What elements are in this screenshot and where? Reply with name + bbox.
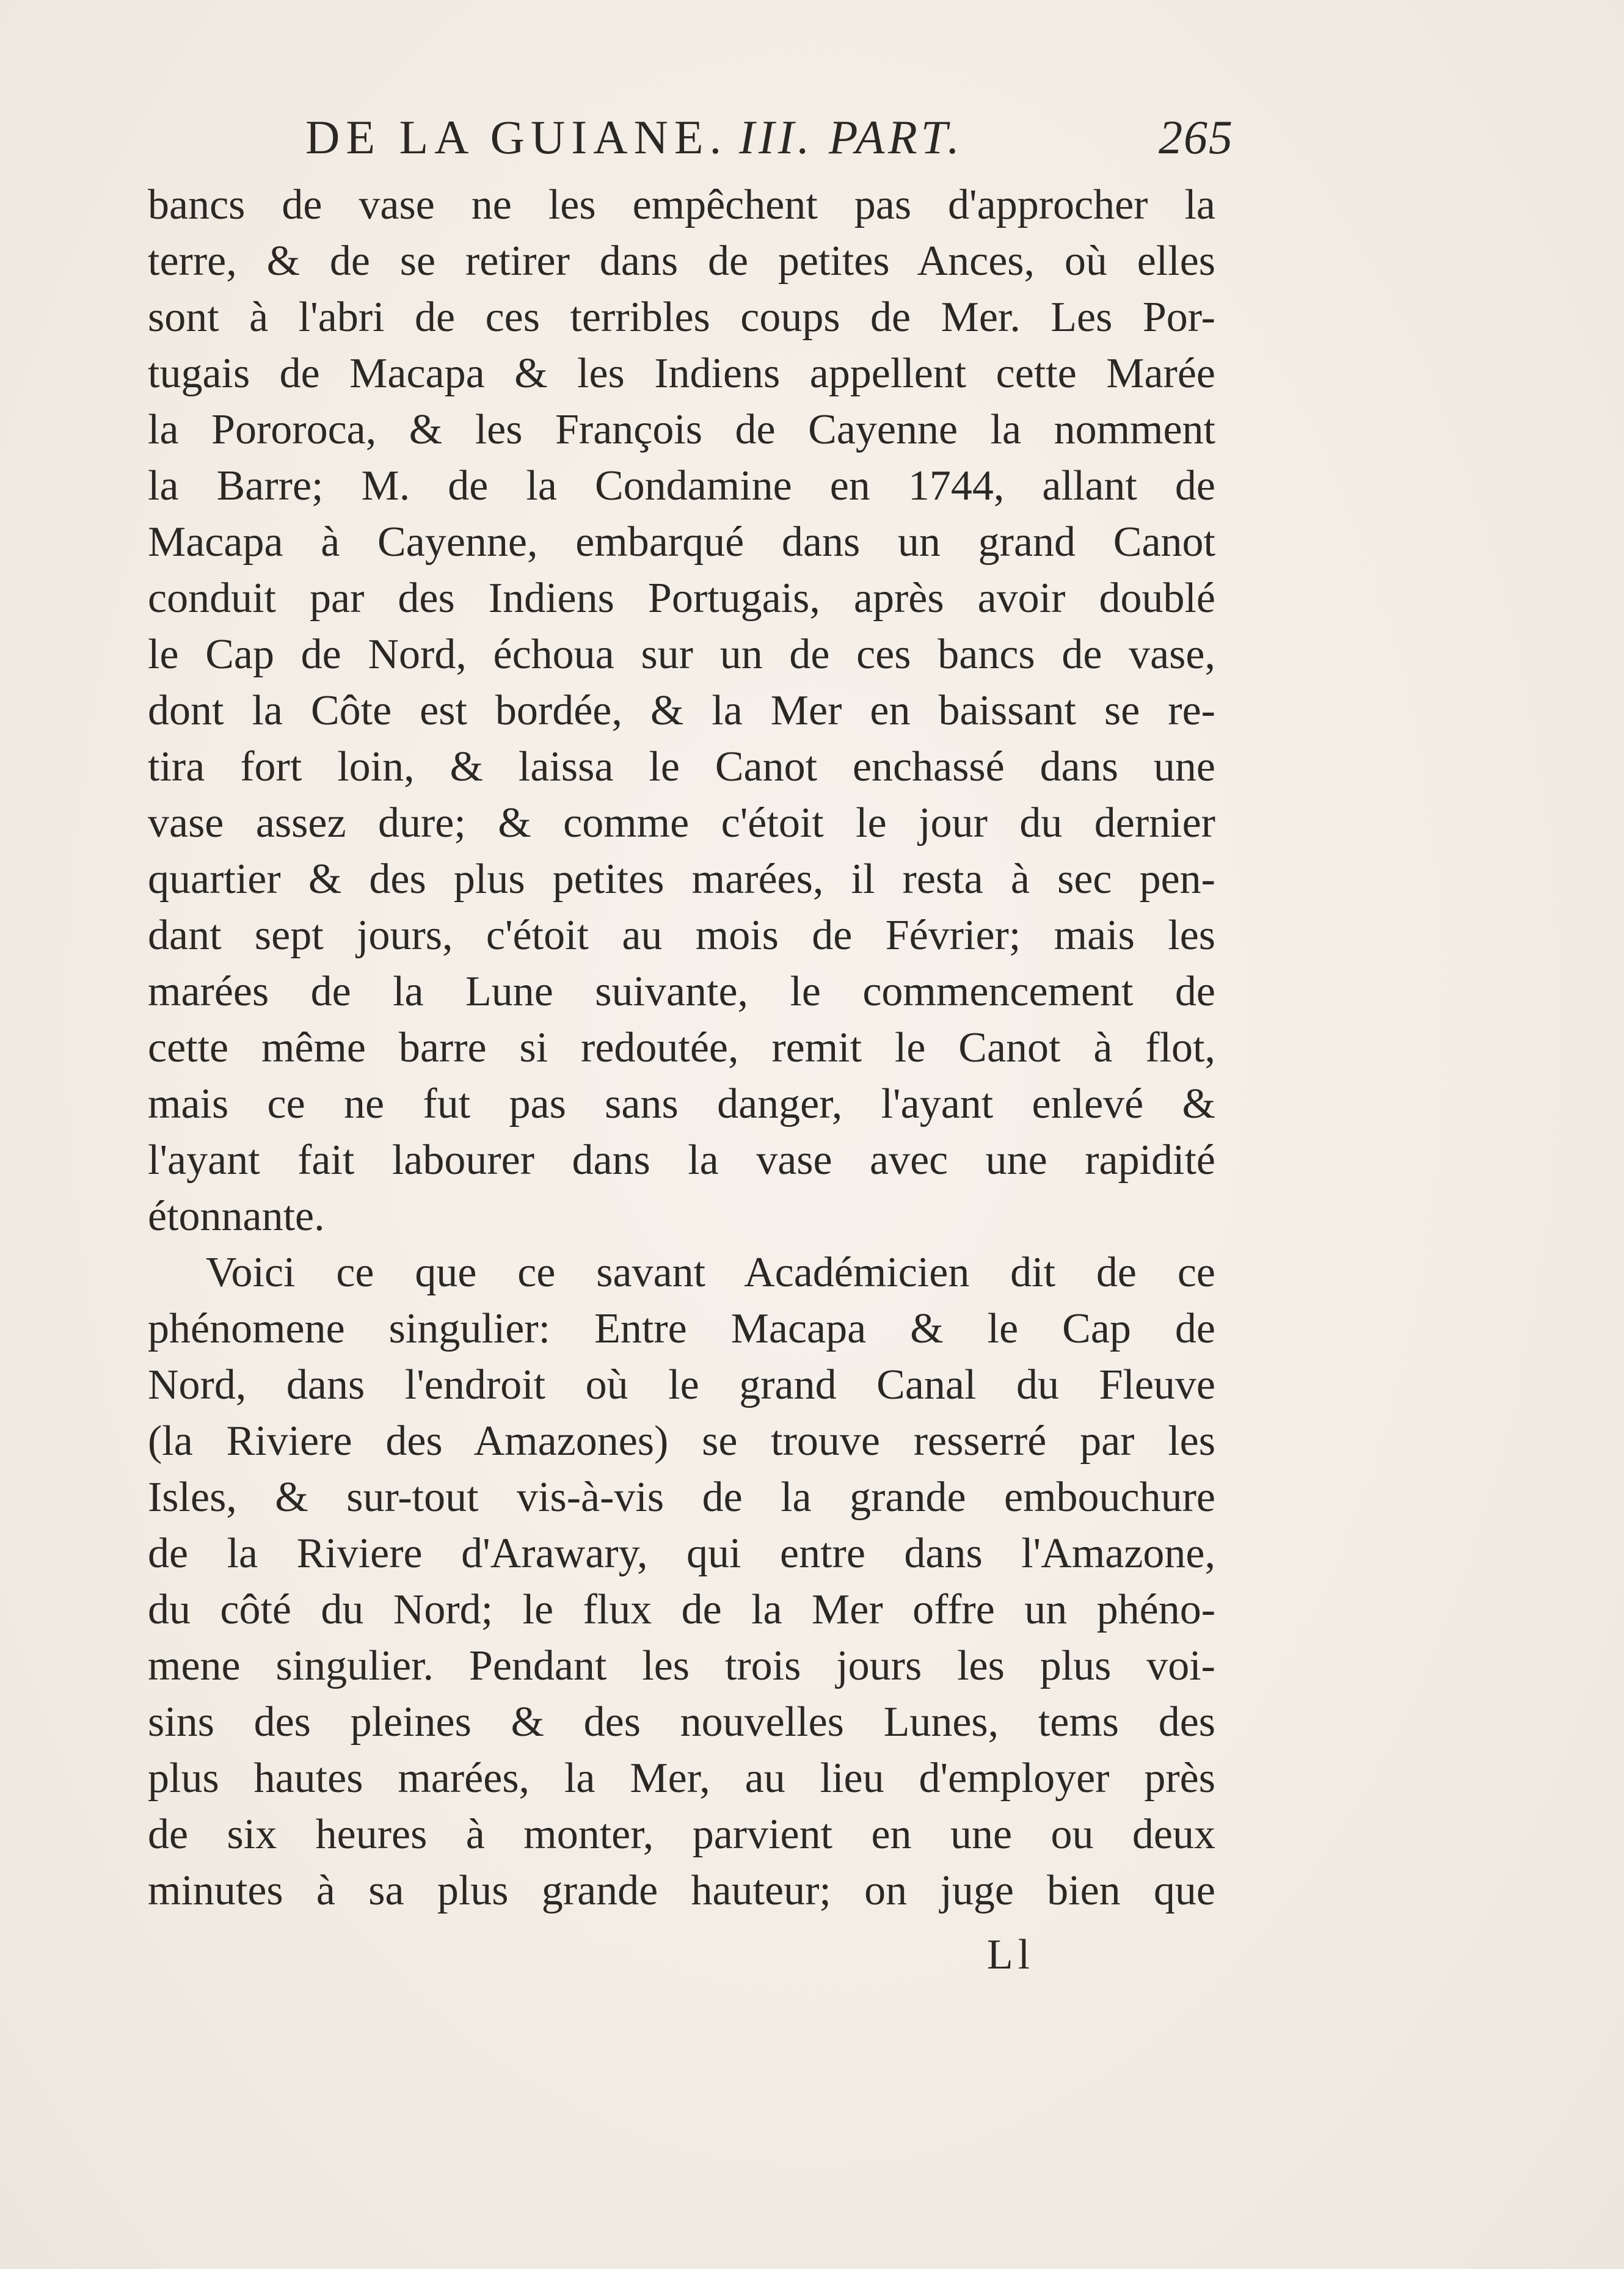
text-line: plus hautes marées, la Mer, au lieu d'employer près (148, 1755, 1215, 1802)
text-line: du côté du Nord; le flux de la Mer offre un phéno- (148, 1586, 1215, 1633)
part-label: III. PART. (739, 111, 963, 164)
text-line: cette même barre si redoutée, remit le Canot à flot, (148, 1024, 1215, 1071)
text-line: la Pororoca, & les François de Cayenne la nomment (148, 406, 1215, 453)
text-line: terre, & de se retirer dans de petites Ances, où elles (148, 238, 1215, 285)
text-line: l'ayant fait labourer dans la vase avec une rapidité (148, 1137, 1215, 1184)
running-title: DE LA GUIANE. (305, 111, 728, 164)
text-line: minutes à sa plus grande hauteur; on juge bien que (148, 1867, 1215, 1914)
text-line: de six heures à monter, parvient en une ou deux (148, 1811, 1215, 1858)
text-line: quartier & des plus petites marées, il resta à sec pen- (148, 856, 1215, 903)
text-line: dont la Côte est bordée, & la Mer en baissant se re- (148, 687, 1215, 734)
text-line: bancs de vase ne les empêchent pas d'approcher la (148, 181, 1215, 228)
text-line: conduit par des Indiens Portugais, après avoir doublé (148, 575, 1215, 622)
text-line: Macapa à Cayenne, embarqué dans un grand Canot (148, 519, 1215, 566)
text-line: sont à l'abri de ces terribles coups de Mer. Les Por- (148, 294, 1215, 341)
text-line: Isles, & sur-tout vis-à-vis de la grande embouchure (148, 1474, 1215, 1521)
text-line: mene singulier. Pendant les trois jours les plus voi- (148, 1642, 1215, 1689)
text-line: de la Riviere d'Arawary, qui entre dans l'Amazone, (148, 1530, 1215, 1577)
text-line: le Cap de Nord, échoua sur un de ces bancs de vase, (148, 631, 1215, 678)
text-line: tira fort loin, & laissa le Canot enchassé dans une (148, 743, 1215, 790)
text-line: mais ce ne fut pas sans danger, l'ayant enlevé & (148, 1080, 1215, 1127)
page-number: 265 (1159, 111, 1234, 164)
signature-mark: Ll (986, 1931, 1035, 1978)
page-header (305, 104, 1234, 171)
text-line: Nord, dans l'endroit où le grand Canal du Fleuve (148, 1361, 1215, 1408)
text-line: (la Riviere des Amazones) se trouve resserré par les (148, 1418, 1215, 1465)
body-text (148, 177, 1215, 1919)
text-line: étonnante. (148, 1193, 325, 1240)
text-line: marées de la Lune suivante, le commencement de (148, 968, 1215, 1015)
text-line: Voici ce que ce savant Académicien dit de ce (206, 1249, 1215, 1296)
text-line: la Barre; M. de la Condamine en 1744, allant de (148, 462, 1215, 509)
text-line: sins des pleines & des nouvelles Lunes, tems des (148, 1699, 1215, 1746)
text-line: tugais de Macapa & les Indiens appellent cette Marée (148, 350, 1215, 397)
text-line: phénomene singulier: Entre Macapa & le Cap de (148, 1305, 1215, 1352)
text-line: vase assez dure; & comme c'étoit le jour du dernier (148, 799, 1215, 847)
text-line: dant sept jours, c'étoit au mois de Février; mais les (148, 912, 1215, 959)
